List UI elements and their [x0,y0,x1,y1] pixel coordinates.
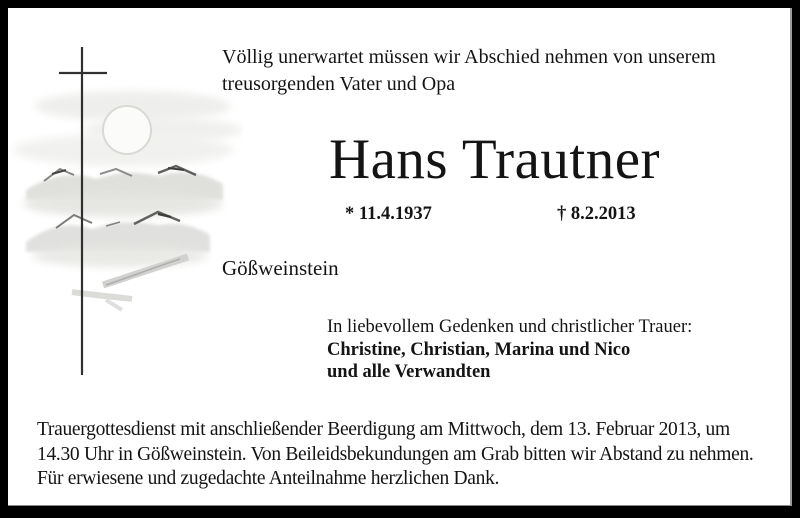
funeral-line-1: Trauergottesdienst mit anschließender Beerdigung am Mittwoch, dem 13. Februar 2013, um [37,419,730,440]
cross-landscape-illustration [8,38,243,388]
intro-text [222,44,716,98]
funeral-notice [37,418,753,492]
place-name: Gößweinstein [222,256,339,280]
obituary-card [8,8,792,506]
watercolor-valley-wash [23,191,223,217]
birth-date: * 11.4.1937 [345,204,432,224]
intro-line-1: Völlig unerwartet müssen wir Abschied nehmen von unserem [222,46,716,68]
mourning-line-1: In liebevollem Gedenken und christlicher Trauer: [327,317,693,337]
funeral-line-2: 14.30 Uhr in Gößweinstein. Von Beileidsbekundungen am Grab bitten wir Abstand zu nehmen. [37,443,754,465]
deceased-name: Hans Trautner [328,128,661,191]
mourning-line-2: Christine, Christian, Marina und Nico [327,339,631,360]
mourning-block [327,316,692,384]
intro-line-2: treusorgenden Vater und Opa [222,73,456,95]
mourning-line-3: und alle Verwandten [327,362,491,382]
sun-icon [103,106,151,154]
river-stroke [32,245,208,310]
funeral-line-3: Für erwiesene und zugedachte Anteilnahme herzlichen Dank. [37,468,500,489]
death-date: † 8.2.2013 [557,204,636,224]
